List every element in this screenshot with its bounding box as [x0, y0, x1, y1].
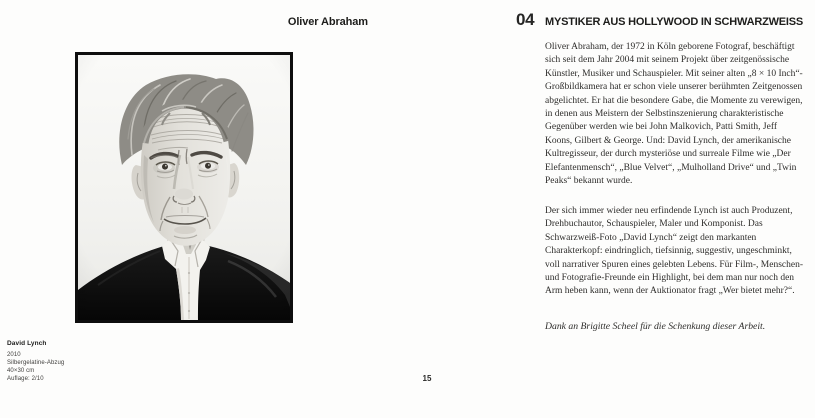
artwork-photo-frame — [75, 52, 293, 323]
caption-artwork-title: David Lynch — [7, 340, 47, 347]
artwork-caption — [7, 340, 64, 383]
article-title: MYSTIKER AUS HOLLYWOOD IN SCHWARZWEISS — [545, 16, 804, 28]
photographer-name: Oliver Abraham — [287, 16, 368, 28]
catalog-item-number: 04 — [516, 10, 535, 29]
article-paragraph-1: Oliver Abraham, der 1972 in Köln geborene Fotograf, beschäftigt sich seit dem Jahr 2004 mit seinem Projekt über zeitgenössische Künstler, Musiker und Schauspieler. Mit seiner alten „8 × 10 Inch“-Großbildkamera hat er schon viele unserer berühmten Zeitgenossen abgelichtet. Er hat die besondere Gabe, die Momente zu verewigen, in denen aus Meistern der Selbstinszenierung charakteristische Gegenüber werden wie bei John Malkovich, Patti Smith, Jeff Koons, Gilbert & George. Und: David Lynch, der amerikanische Kultregisseur, der durch mysteriöse und surreale Filme wie „Der Elefantenmensch“, „Blue Velvet“, „Mulholland Drive“ und „Twin Peaks“ bekannt wurde. — [545, 42, 803, 187]
article-paragraph-2: Der sich immer wieder neu erfindende Lynch ist auch Produzent, Drehbuchautor, Schauspieler, Maler und Komponist. Das Schwarzweiß-Foto „David Lynch“ zeigt den markanten Charakterkopf: eindringlich, tiefsinnig, suggestiv, ungeschminkt, voll narrativer Spuren eines gelebten Lebens. Für Film-, Menschen- und Fotografie-Freunde ein Highlight, bei dem man nur noch den Arm heben kann, wenn der Auktionator fragt „Wer bietet mehr?“. — [545, 206, 804, 297]
caption-technique: Silbergelatine-Abzug — [7, 360, 65, 366]
caption-edition: Auflage: 2/10 — [7, 376, 44, 382]
caption-dimensions: 40×30 cm — [7, 368, 35, 374]
david-lynch-portrait-image — [78, 55, 290, 320]
left-page — [0, 0, 407, 418]
page-number: 15 — [422, 374, 432, 383]
acknowledgement-note: Dank an Brigitte Scheel für die Schenkung dieser Arbeit. — [545, 321, 766, 332]
caption-year: 2010 — [7, 352, 21, 358]
